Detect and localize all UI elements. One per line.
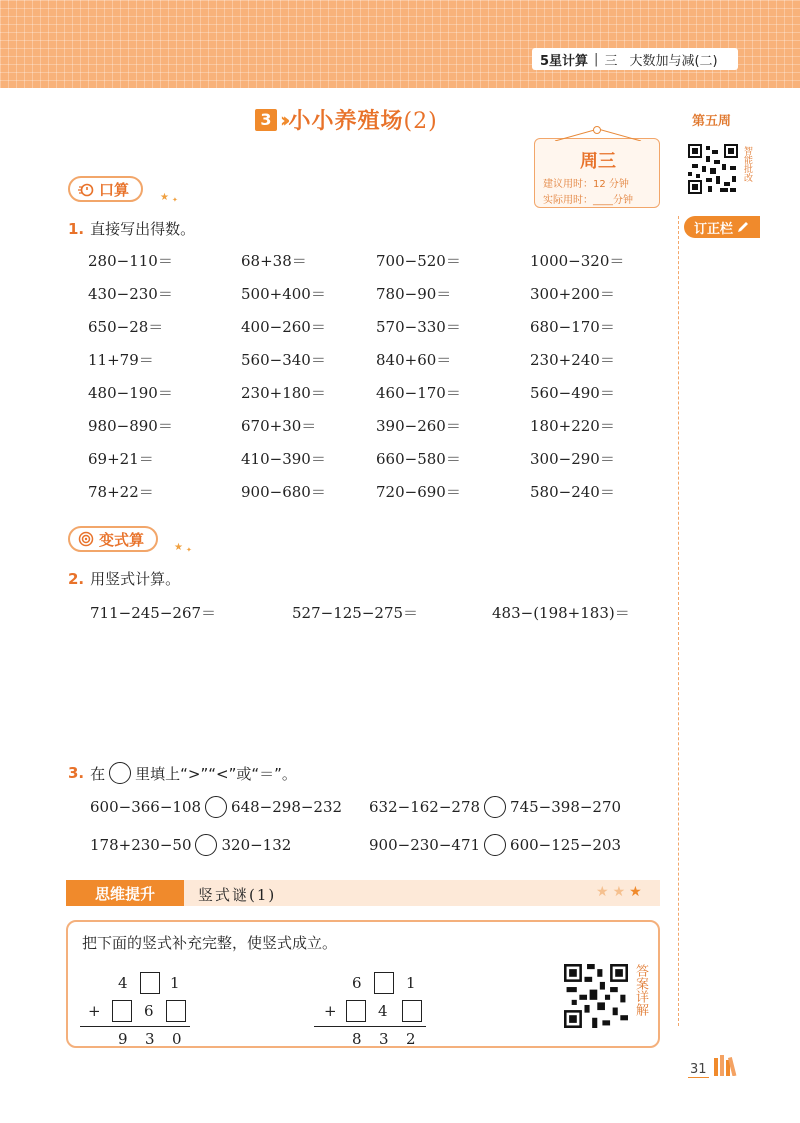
oral-equation: 650−28＝ bbox=[88, 318, 164, 336]
oral-equation: 410−390＝ bbox=[241, 450, 326, 468]
oral-equation: 68+38＝ bbox=[241, 252, 307, 270]
vertical-equation: 527−125−275＝ bbox=[292, 604, 419, 622]
lesson-number: 3 bbox=[255, 109, 277, 131]
star-icon: ★ bbox=[596, 884, 613, 900]
puzzle-description: 把下面的竖式补充完整，使竖式成立。 bbox=[82, 934, 338, 952]
qr-caption: 智能批改 bbox=[742, 146, 752, 182]
oral-equation: 720−690＝ bbox=[376, 483, 461, 501]
puzzle1-result: 3 bbox=[145, 1030, 155, 1048]
question-2: 2. 用竖式计算。 bbox=[68, 570, 181, 588]
oral-equation: 11+79＝ bbox=[88, 351, 154, 369]
margin-divider bbox=[678, 216, 679, 1026]
oral-equation: 670+30＝ bbox=[241, 417, 317, 435]
qr-code-icon[interactable] bbox=[688, 144, 738, 194]
oral-equation: 430−230＝ bbox=[88, 285, 173, 303]
sparkle-icon: ★ bbox=[174, 542, 183, 553]
oral-equation: 69+21＝ bbox=[88, 450, 154, 468]
puzzle-blank[interactable] bbox=[112, 1000, 132, 1022]
oral-equation: 460−170＝ bbox=[376, 384, 461, 402]
pencil-icon bbox=[736, 220, 750, 234]
question-3: 3. 在 里填上“>”“<”或“＝”。 bbox=[68, 764, 297, 783]
puzzle2-result: 8 bbox=[352, 1030, 362, 1048]
pin-icon bbox=[593, 126, 601, 134]
star-icon: ★ bbox=[629, 884, 646, 900]
puzzle2-result: 2 bbox=[406, 1030, 416, 1048]
answer-circle[interactable] bbox=[195, 834, 217, 856]
answer-detail-label: 答案详解 bbox=[633, 964, 648, 1016]
oral-section-tag bbox=[68, 176, 143, 202]
oral-equation: 400−260＝ bbox=[241, 318, 326, 336]
brand-label: 5星计算 bbox=[540, 53, 589, 69]
oral-label: 口算 bbox=[99, 180, 130, 199]
day-card bbox=[534, 138, 660, 208]
oral-equation: 1000−320＝ bbox=[530, 252, 625, 270]
puzzle-blank[interactable] bbox=[140, 972, 160, 994]
suggested-time: 建议用时：12 分钟 bbox=[543, 179, 629, 190]
lesson-name: 小小养殖场(2) bbox=[288, 109, 438, 134]
chapter-title: 大数加与减(二) bbox=[629, 53, 718, 69]
variant-section-tag bbox=[68, 526, 158, 552]
chapter-number: 三 bbox=[604, 53, 618, 69]
plus-sign: + bbox=[88, 1002, 101, 1020]
sum-line bbox=[314, 1026, 426, 1027]
page-number: 31 bbox=[690, 1062, 707, 1077]
sparkle-icon: ★ bbox=[160, 192, 169, 203]
puzzle-blank[interactable] bbox=[402, 1000, 422, 1022]
books-icon bbox=[712, 1054, 740, 1076]
compare-item: 632−162−278 745−398−270 bbox=[369, 798, 622, 816]
actual-time[interactable]: 实际用时：____分钟 bbox=[543, 195, 633, 206]
puzzle2-top-a: 6 bbox=[352, 974, 362, 992]
oral-equation: 180+220＝ bbox=[530, 417, 615, 435]
puzzle2-mid-b: 4 bbox=[378, 1002, 388, 1020]
puzzle1-top-c: 1 bbox=[170, 974, 180, 992]
puzzle-blank[interactable] bbox=[166, 1000, 186, 1022]
chevron-right-icon: ›› bbox=[280, 107, 285, 132]
week-label: 第五周 bbox=[692, 114, 732, 129]
answer-circle[interactable] bbox=[484, 834, 506, 856]
stopwatch-icon bbox=[78, 181, 94, 197]
puzzle2-result: 3 bbox=[379, 1030, 389, 1048]
oral-equation: 560−490＝ bbox=[530, 384, 615, 402]
oral-equation: 660−580＝ bbox=[376, 450, 461, 468]
puzzle1-top-a: 4 bbox=[118, 974, 128, 992]
star-icon: ★ bbox=[612, 884, 630, 900]
lesson-title bbox=[255, 104, 438, 135]
oral-equation: 780−90＝ bbox=[376, 285, 452, 303]
header-band bbox=[0, 0, 800, 88]
oral-equation: 700−520＝ bbox=[376, 252, 461, 270]
puzzle-blank[interactable] bbox=[374, 972, 394, 994]
oral-equation: 580−240＝ bbox=[530, 483, 615, 501]
oral-equation: 500+400＝ bbox=[241, 285, 326, 303]
correction-column-tag bbox=[684, 216, 760, 238]
oral-equation: 230+180＝ bbox=[241, 384, 326, 402]
thinking-subtitle: 竖式谜(1) bbox=[198, 886, 277, 904]
plus-sign: + bbox=[324, 1002, 337, 1020]
target-icon bbox=[78, 531, 94, 547]
compare-item: 900−230−471 600−125−203 bbox=[369, 836, 622, 854]
puzzle-box bbox=[66, 920, 660, 1048]
puzzle1-result: 9 bbox=[118, 1030, 128, 1048]
vertical-equation: 483−(198+183)＝ bbox=[492, 604, 630, 622]
answer-circle[interactable] bbox=[484, 796, 506, 818]
answer-circle bbox=[109, 762, 131, 784]
vertical-equation: 711−245−267＝ bbox=[90, 604, 217, 622]
oral-equation: 980−890＝ bbox=[88, 417, 173, 435]
thinking-head: 思维提升 bbox=[66, 880, 184, 906]
oral-equation: 680−170＝ bbox=[530, 318, 615, 336]
separator: | bbox=[594, 51, 599, 67]
oral-equation: 230+240＝ bbox=[530, 351, 615, 369]
compare-item: 178+230−50 320−132 bbox=[90, 836, 292, 854]
sparkle-icon: ✦ bbox=[186, 546, 192, 554]
oral-equation: 840+60＝ bbox=[376, 351, 452, 369]
sum-line bbox=[80, 1026, 190, 1027]
oral-equation: 78+22＝ bbox=[88, 483, 154, 501]
puzzle1-result: 0 bbox=[172, 1030, 182, 1048]
compare-item: 600−366−108 648−298−232 bbox=[90, 798, 343, 816]
oral-equation: 480−190＝ bbox=[88, 384, 173, 402]
oral-equation: 300−290＝ bbox=[530, 450, 615, 468]
oral-equation: 300+200＝ bbox=[530, 285, 615, 303]
oral-equation: 390−260＝ bbox=[376, 417, 461, 435]
puzzle-blank[interactable] bbox=[346, 1000, 366, 1022]
answer-circle[interactable] bbox=[205, 796, 227, 818]
variant-label: 变式算 bbox=[99, 530, 145, 549]
chapter-tag bbox=[532, 48, 738, 70]
oral-equation: 900−680＝ bbox=[241, 483, 326, 501]
oral-equation: 280−110＝ bbox=[88, 252, 173, 270]
qr-code-icon[interactable] bbox=[564, 964, 628, 1028]
sparkle-icon: ✦ bbox=[172, 196, 178, 204]
puzzle1-mid-b: 6 bbox=[144, 1002, 154, 1020]
oral-equation: 570−330＝ bbox=[376, 318, 461, 336]
oral-equation: 560−340＝ bbox=[241, 351, 326, 369]
question-1: 1. 直接写出得数。 bbox=[68, 220, 196, 238]
day-name: 周三 bbox=[580, 151, 616, 172]
puzzle2-top-c: 1 bbox=[406, 974, 416, 992]
correction-label: 订正栏 bbox=[693, 221, 733, 237]
difficulty-stars bbox=[596, 884, 646, 900]
